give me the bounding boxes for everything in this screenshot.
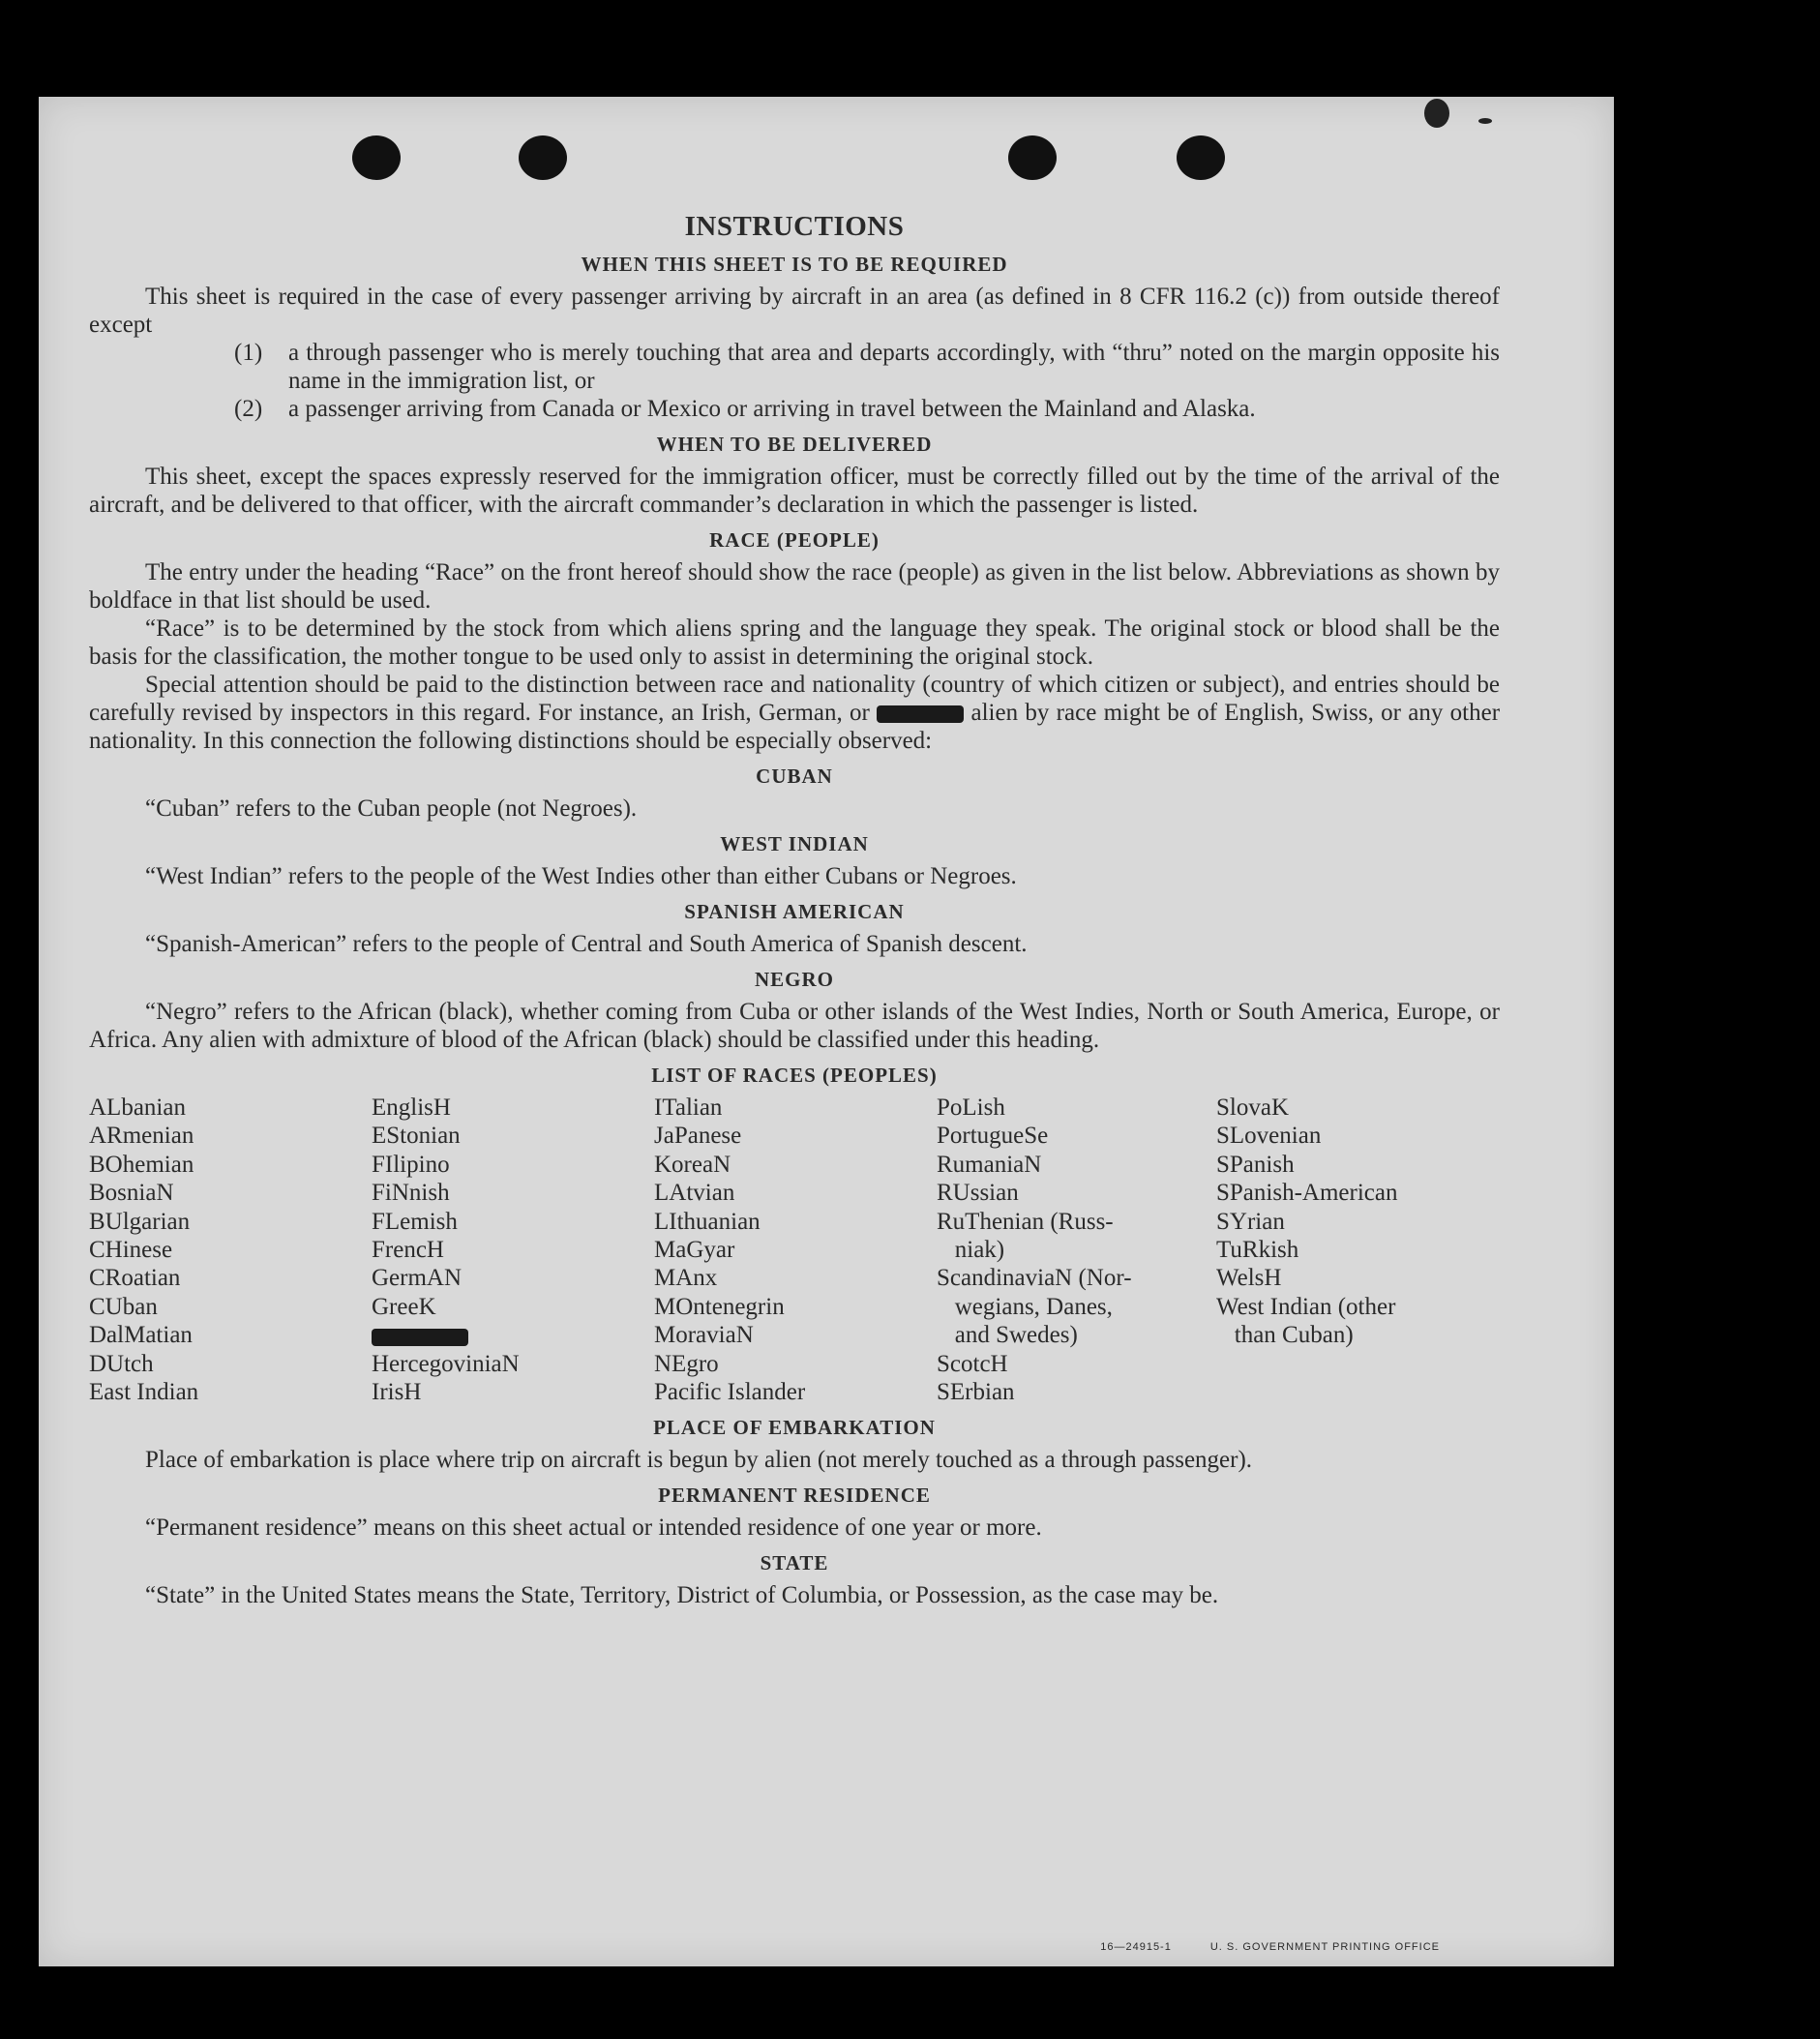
race-paragraph-3-tail: alien by race might be of English, Swiss, or any other nationality. In this connection the following distinctions should be especially observed: (89, 700, 1501, 754)
race-entry: GreeK (372, 1293, 436, 1320)
cuban-text: “Cuban” refers to the Cuban people (not Negroes). (145, 795, 638, 822)
ink-speck (1424, 99, 1449, 128)
races-column-3 (654, 1094, 937, 1406)
race-entry: MaGyar (654, 1237, 735, 1264)
exception-item-text: a passenger arriving from Canada or Mexico or arriving in travel between the Mainland and Alaska. (288, 396, 1256, 422)
embarkation-text: Place of embarkation is place where trip on aircraft is begun by alien (not merely touched as a through passenger). (145, 1447, 1253, 1474)
heading-spanish-american: SPANISH AMERICAN (684, 900, 905, 923)
punch-hole (519, 135, 567, 180)
race-entry: HercegoviniaN (372, 1350, 520, 1377)
race-entry: West Indian (other (1216, 1293, 1396, 1320)
punch-hole (1008, 135, 1057, 180)
west-indian-text: “West Indian” refers to the people of the West Indies other than either Cubans or Negroes. (145, 863, 1017, 889)
document-title: INSTRUCTIONS (684, 211, 905, 242)
race-entry: and Swedes) (937, 1322, 1078, 1349)
race-entry: ARmenian (89, 1123, 194, 1150)
race-entry: CRoatian (89, 1265, 181, 1292)
race-entry: FLemish (372, 1208, 458, 1235)
race-entry: LAtvian (654, 1180, 735, 1207)
punch-hole (1177, 135, 1225, 180)
exception-item-number: (1) (234, 340, 263, 366)
race-entry: MoraviaN (654, 1322, 754, 1349)
race-entry: JaPanese (654, 1123, 742, 1150)
residence-text: “Permanent residence” means on this sheet actual or intended residence of one year or more. (145, 1514, 1042, 1542)
race-entry: East Indian (89, 1379, 199, 1406)
instructions-content (89, 211, 1500, 1609)
document-sheet (39, 97, 1614, 1966)
race-entry: ALbanian (89, 1094, 186, 1121)
race-entry: RUssian (937, 1180, 1019, 1207)
race-entry: wegians, Danes, (937, 1293, 1113, 1320)
race-entry: ScotcH (937, 1350, 1008, 1377)
race-entry: niak) (937, 1237, 1005, 1264)
form-code: 16—24915-1 (1100, 1941, 1172, 1953)
race-entry: ScandinaviaN (Nor- (937, 1265, 1132, 1292)
race-entry: FrencH (372, 1237, 444, 1264)
heading-west-indian: WEST INDIAN (720, 832, 869, 855)
race-entry: WelsH (1216, 1265, 1282, 1292)
exception-item-1 (89, 339, 1500, 395)
heading-race: RACE (PEOPLE) (709, 528, 880, 552)
race-entry: RuThenian (Russ- (937, 1208, 1114, 1235)
race-entry: ITalian (654, 1094, 723, 1121)
race-entry: MOntenegrin (654, 1293, 785, 1320)
races-column-2 (372, 1094, 654, 1406)
race-entry: SErbian (937, 1379, 1015, 1406)
heading-embarkation: PLACE OF EMBARKATION (653, 1416, 936, 1440)
race-entry: BosniaN (89, 1180, 174, 1207)
race-paragraph-2: “Race” is to be determined by the stock from which aliens spring and the language they speak. The original stock or blood shall be the basis for the classification, the mother tongue to be used only to assist in determining the original stock. (89, 615, 1500, 670)
heading-negro: NEGRO (754, 968, 834, 991)
race-entry: IrisH (372, 1379, 422, 1406)
heading-required: WHEN THIS SHEET IS TO BE REQUIRED (581, 253, 1008, 276)
printer-imprint (1061, 1941, 1440, 1953)
race-entry: NEgro (654, 1350, 719, 1377)
race-paragraph-3-text: Special attention should be paid to the distinction between race and nationality (country of which citizen or subject), and entries should be carefully revised by inspectors in this regard. For instance, an Irish, German, or (89, 672, 1500, 726)
races-column-1 (89, 1094, 372, 1406)
race-entry: KoreaN (654, 1151, 731, 1178)
race-entry: EnglisH (372, 1094, 451, 1121)
race-entry: SYrian (1216, 1208, 1285, 1235)
printer-name: U. S. GOVERNMENT PRINTING OFFICE (1209, 1941, 1440, 1953)
race-entry: Pacific Islander (654, 1379, 806, 1406)
heading-list-of-races: LIST OF RACES (PEOPLES) (651, 1064, 938, 1087)
race-entry: FIlipino (372, 1151, 450, 1178)
race-entry: CHinese (89, 1237, 173, 1264)
race-entry: LIthuanian (654, 1208, 761, 1235)
delivered-text: This sheet, except the spaces expressly reserved for the immigration officer, must be correctly filled out by the time of the arrival of the aircraft, and be delivered to that officer, with the aircraft commander’s declaration in which the passenger is listed. (89, 464, 1500, 518)
redaction-mark (372, 1329, 468, 1346)
heading-residence: PERMANENT RESIDENCE (658, 1484, 931, 1508)
race-entry: CUban (89, 1293, 158, 1320)
exception-item-number: (2) (234, 396, 263, 422)
required-intro: This sheet is required in the case of every passenger arriving by aircraft in an area (as defined in 8 CFR 116.2 (c)) from outside thereof except (89, 284, 1500, 338)
race-entry: BOhemian (89, 1151, 194, 1178)
race-entry: MAnx (654, 1265, 718, 1292)
race-entry: SLovenian (1216, 1123, 1322, 1150)
race-entry: PoLish (937, 1094, 1005, 1121)
race-paragraph-1: The entry under the heading “Race” on the front hereof should show the race (people) as given in the list below. Abbreviations as shown by boldface in that list should be used. (89, 559, 1500, 614)
race-paragraph-3 (89, 671, 1500, 755)
race-entry: FiNnish (372, 1180, 450, 1207)
exception-item-text: a through passenger who is merely touching that area and departs accordingly, with “thru” noted on the margin opposite his name in the immigration list, or (288, 340, 1500, 394)
heading-delivered: WHEN TO BE DELIVERED (656, 433, 933, 456)
race-entry: EStonian (372, 1123, 461, 1150)
race-entry: DalMatian (89, 1322, 193, 1349)
races-list (89, 1094, 1500, 1406)
punch-hole (352, 135, 401, 180)
race-entry: TuRkish (1216, 1237, 1299, 1264)
races-column-4 (937, 1094, 1216, 1406)
races-column-5 (1216, 1094, 1497, 1406)
state-text: “State” in the United States means the State, Territory, District of Columbia, or Possession, as the case may be. (145, 1582, 1219, 1609)
race-entry: SPanish-American (1216, 1180, 1398, 1207)
race-entry: RumaniaN (937, 1151, 1042, 1178)
race-entry: PortugueSe (937, 1123, 1049, 1150)
race-entry: than Cuban) (1216, 1322, 1354, 1349)
heading-state: STATE (760, 1551, 829, 1575)
race-entry: DUtch (89, 1350, 154, 1377)
ink-speck (1478, 118, 1492, 124)
redaction-mark (877, 705, 964, 723)
race-entry: SPanish (1216, 1151, 1295, 1178)
negro-text: “Negro” refers to the African (black), whether coming from Cuba or other islands of the West Indies, North or South America, Europe, or Africa. Any alien with admixture of blood of the African (black) should be classified under this heading. (89, 999, 1500, 1053)
race-entry: GermAN (372, 1265, 462, 1292)
exception-item-2 (89, 395, 1500, 423)
race-entry: BUlgarian (89, 1208, 191, 1235)
race-entry: SlovaK (1216, 1094, 1289, 1121)
heading-cuban: CUBAN (756, 765, 833, 788)
race-entry-redacted (372, 1321, 654, 1349)
spanish-american-text: “Spanish-American” refers to the people of Central and South America of Spanish descent. (145, 931, 1028, 957)
